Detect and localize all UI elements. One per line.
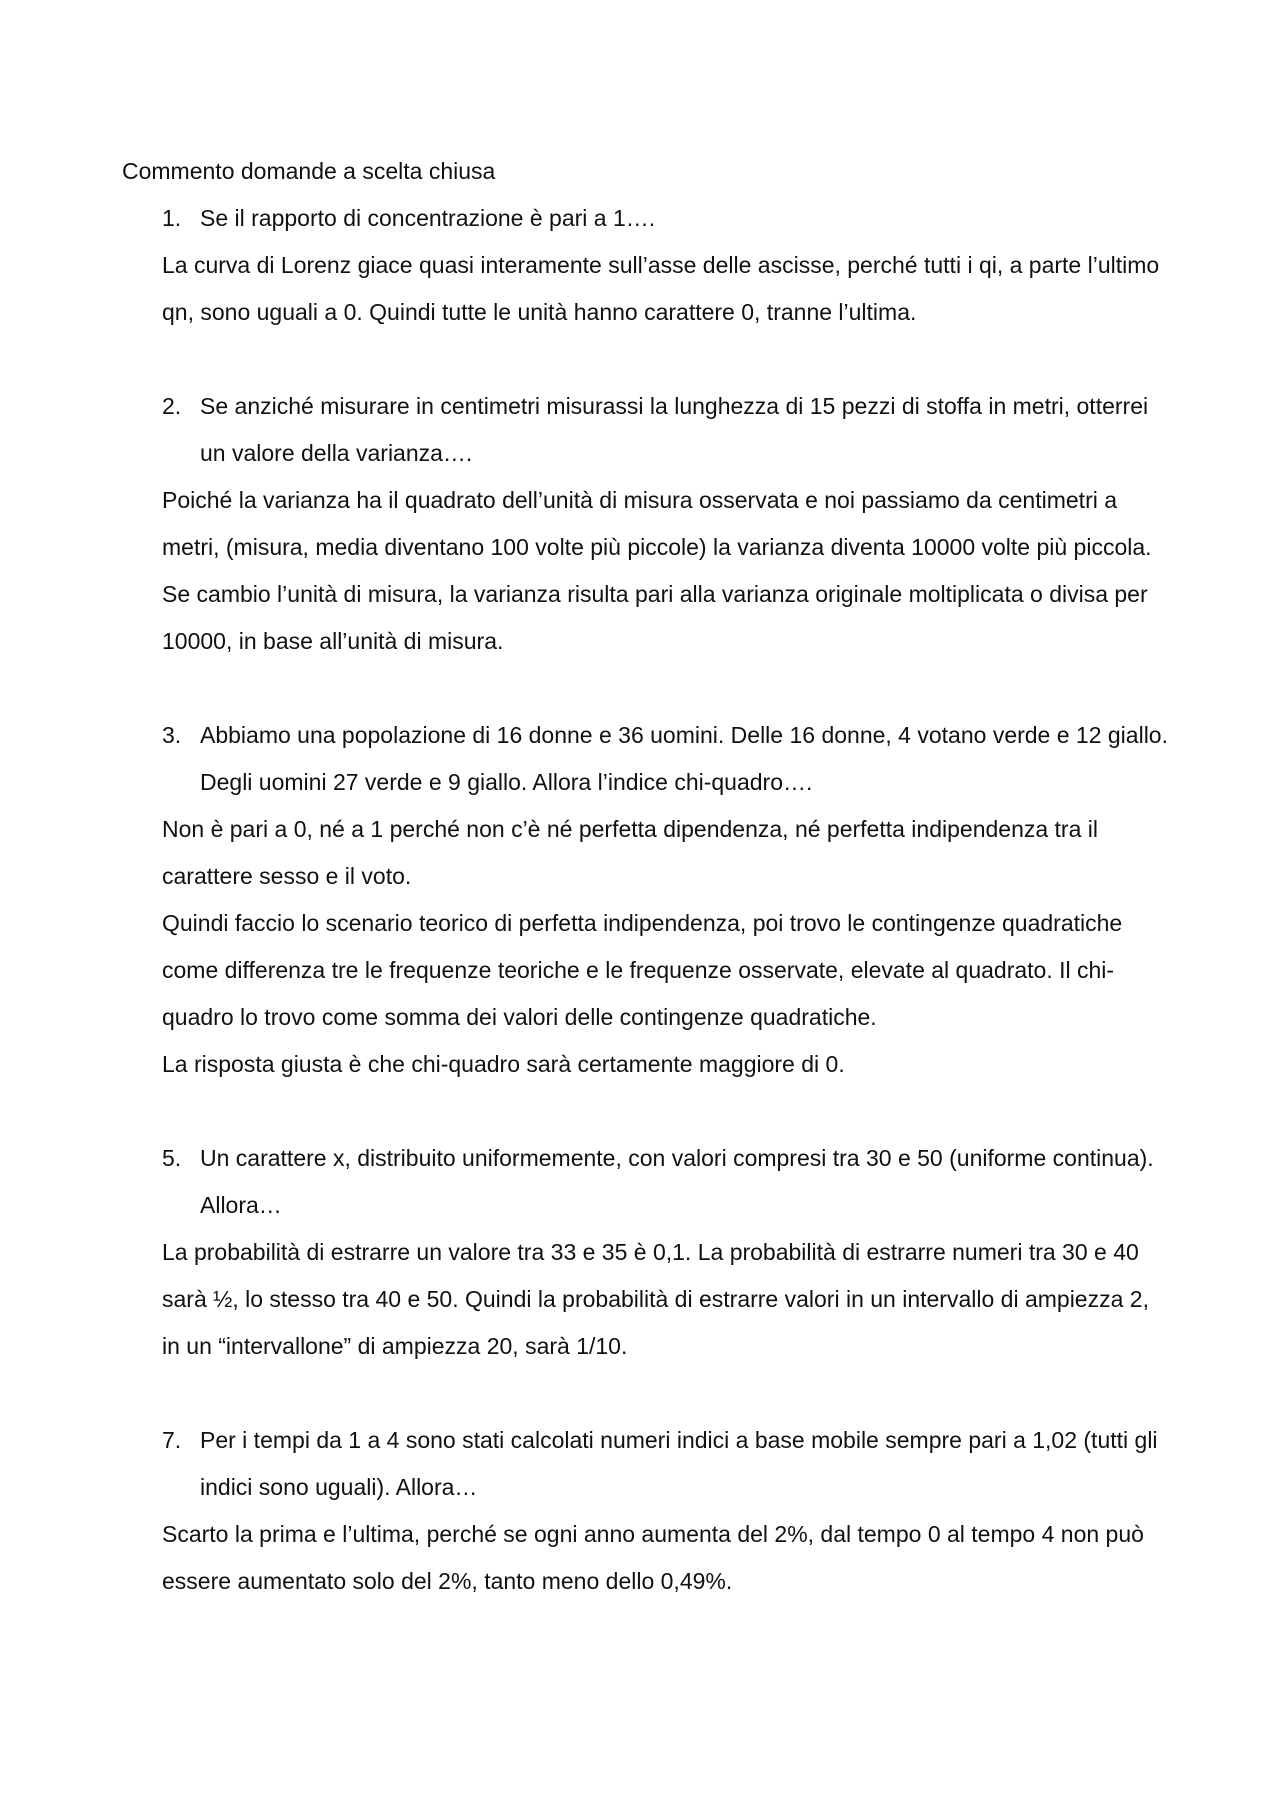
question-number: 7. bbox=[162, 1427, 182, 1453]
question-number: 1. bbox=[162, 205, 182, 231]
blank-line bbox=[122, 1088, 1172, 1135]
answer-paragraph: Quindi faccio lo scenario teorico di perfetta indipendenza, poi trovo le contingenze quadratiche come differenza tre le frequenze teoriche e le frequenze osservate, elevate al quadrato. Il chi-quadro lo trovo come somma dei valori delle contingenze quadratiche. bbox=[162, 910, 1123, 1030]
question-number: 5. bbox=[162, 1145, 182, 1171]
answer-paragraph: La risposta giusta è che chi-quadro sarà certamente maggiore di 0. bbox=[162, 1051, 845, 1077]
document-body bbox=[122, 148, 1172, 1605]
answer-paragraph: Scarto la prima e l’ultima, perché se ogni anno aumenta del 2%, dal tempo 0 al tempo 4 non può essere aumentato solo del 2%, tanto meno dello 0,49%. bbox=[162, 1521, 1144, 1594]
question-section-2 bbox=[122, 383, 1172, 665]
answer-paragraph: Poiché la varianza ha il quadrato dell’unità di misura osservata e noi passiamo da centimetri a metri, (misura, media diventano 100 volte più piccole) la varianza diventa 10000 volte più piccola. Se cambio l’unità di misura, la varianza risulta pari alla varianza originale moltiplicata o divisa per 10000, in base all’unità di misura. bbox=[162, 487, 1152, 654]
question-2 bbox=[122, 383, 1172, 477]
question-section-3 bbox=[122, 712, 1172, 1088]
question-text: Se anziché misurare in centimetri misurassi la lunghezza di 15 pezzi di stoffa in metri, otterrei un valore della varianza…. bbox=[200, 393, 1149, 466]
question-section-7 bbox=[122, 1417, 1172, 1605]
question-3 bbox=[122, 712, 1172, 806]
answer-paragraph: Non è pari a 0, né a 1 perché non c’è né perfetta dipendenza, né perfetta indipendenza tra il carattere sesso e il voto. bbox=[162, 816, 1098, 889]
document-title: Commento domande a scelta chiusa bbox=[122, 158, 496, 184]
question-section-1 bbox=[122, 195, 1172, 336]
question-text: Per i tempi da 1 a 4 sono stati calcolati numeri indici a base mobile sempre pari a 1,02 (tutti gli indici sono uguali). Allora… bbox=[200, 1427, 1158, 1500]
answer-paragraph: La curva di Lorenz giace quasi interamente sull’asse delle ascisse, perché tutti i qi, a parte l’ultimo qn, sono uguali a 0. Quindi tutte le unità hanno carattere 0, tranne l’ultima. bbox=[162, 252, 1160, 325]
blank-line bbox=[122, 665, 1172, 712]
blank-line bbox=[122, 1370, 1172, 1417]
question-text: Un carattere x, distribuito uniformemente, con valori compresi tra 30 e 50 (uniforme continua). Allora… bbox=[200, 1145, 1154, 1218]
question-7 bbox=[122, 1417, 1172, 1511]
question-number: 3. bbox=[162, 722, 182, 748]
blank-line bbox=[122, 336, 1172, 383]
answer-paragraph: La probabilità di estrarre un valore tra 33 e 35 è 0,1. La probabilità di estrarre numeri tra 30 e 40 sarà ½, lo stesso tra 40 e 50. Quindi la probabilità di estrarre valori in un intervallo di ampiezza 2, in un “intervallone” di ampiezza 20, sarà 1/10. bbox=[162, 1239, 1149, 1359]
question-5 bbox=[122, 1135, 1172, 1229]
question-number: 2. bbox=[162, 393, 182, 419]
question-1 bbox=[122, 195, 1172, 242]
question-section-5 bbox=[122, 1135, 1172, 1370]
question-text: Se il rapporto di concentrazione è pari a 1…. bbox=[200, 205, 656, 231]
question-text: Abbiamo una popolazione di 16 donne e 36 uomini. Delle 16 donne, 4 votano verde e 12 giallo. Degli uomini 27 verde e 9 giallo. Allora l’indice chi-quadro…. bbox=[200, 722, 1168, 795]
